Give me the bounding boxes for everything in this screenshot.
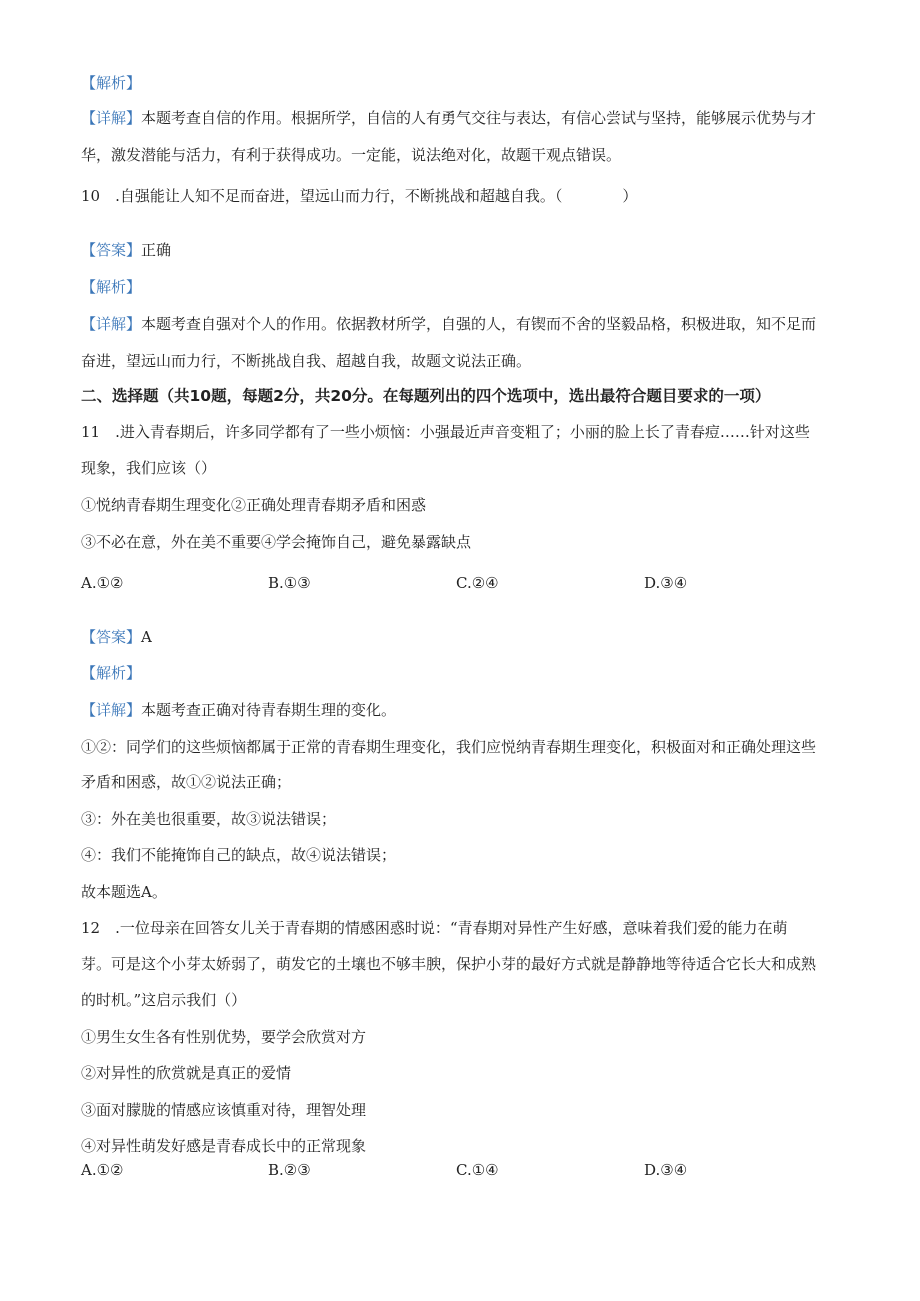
question-12-item: ①男生女生各有性别优势，要学会欣赏对方 — [81, 1028, 367, 1046]
option-d: D.③④ — [644, 1161, 688, 1179]
detail-paragraph — [81, 108, 816, 128]
detail-paragraph — [81, 700, 396, 720]
conclusion: 故本题选A。 — [81, 883, 167, 901]
question-12-item: ③面对朦胧的情感应该慎重对待，理智处理 — [81, 1101, 367, 1119]
question-12-stem: 12 .一位母亲在回答女儿关于青春期的情感困惑时说：“青春期对异性产生好感，意味着我们爱的能力在萌 — [81, 919, 788, 937]
answer-value: A — [141, 628, 152, 646]
analysis-label: 【解析】 — [81, 74, 142, 92]
option-a: A.①② — [81, 574, 124, 592]
option-d: D.③④ — [644, 574, 688, 592]
option-c: C.②④ — [456, 574, 499, 592]
analysis-label: 【解析】 — [81, 278, 142, 296]
question-11-item: ③不必在意，外在美不重要④学会掩饰自己，避免暴露缺点 — [81, 533, 472, 551]
question-11-stem-line2: 现象，我们应该（） — [81, 459, 217, 477]
answer-label: 【答案】 — [81, 628, 142, 646]
question-11-stem: 11 .进入青春期后，许多同学都有了一些小烦恼：小强最近声音变粗了；小丽的脸上长了青春痘……针对这些 — [81, 423, 810, 441]
answer-label: 【答案】 — [81, 241, 142, 259]
detail-label: 【详解】 — [81, 701, 142, 719]
question-10-stem: 10 .自强能让人知不足而奋进，望远山而力行，不断挑战和超越自我。（ ） — [81, 187, 638, 205]
option-a: A.①② — [81, 1161, 124, 1179]
option-c: C.①④ — [456, 1161, 499, 1179]
option-b: B.①③ — [268, 574, 311, 592]
analysis-point-line2: 矛盾和困惑，故①②说法正确； — [81, 773, 292, 791]
detail-text: 本题考查自信的作用。根据所学，自信的人有勇气交往与表达，有信心尝试与坚持，能够展示优势与才 — [141, 109, 817, 127]
detail-text-line2: 华，激发潜能与活力，有利于获得成功。一定能，说法绝对化，故题干观点错误。 — [81, 146, 622, 164]
analysis-point: ④：我们不能掩饰自己的缺点，故④说法错误； — [81, 846, 397, 864]
question-12-stem-line2: 芽。可是这个小芽太娇弱了，萌发它的土壤也不够丰腴，保护小芽的最好方式就是静静地等待适合它长大和成熟 — [81, 955, 817, 973]
answer-line — [81, 627, 152, 647]
question-12-item: ④对异性萌发好感是青春成长中的正常现象 — [81, 1137, 367, 1155]
detail-text: 本题考查正确对待青春期生理的变化。 — [141, 701, 397, 719]
answer-value: 正确 — [141, 241, 172, 259]
detail-label: 【详解】 — [81, 315, 142, 333]
analysis-point: ①②：同学们的这些烦恼都属于正常的青春期生理变化，我们应悦纳青春期生理变化，积极面对和正确处理这些 — [81, 738, 817, 756]
analysis-point: ③：外在美也很重要，故③说法错误； — [81, 810, 337, 828]
section-heading: 二、选择题（共10题，每题2分，共20分。在每题列出的四个选项中，选出最符合题目要求的一项） — [81, 387, 771, 405]
question-12-item: ②对异性的欣赏就是真正的爱情 — [81, 1064, 292, 1082]
detail-text-line2: 奋进，望远山而力行，不断挑战自我、超越自我，故题文说法正确。 — [81, 352, 532, 370]
option-b: B.②③ — [268, 1161, 311, 1179]
detail-text: 本题考查自强对个人的作用。依据教材所学，自强的人，有锲而不舍的坚毅品格，积极进取，知不足而 — [141, 315, 817, 333]
question-12-stem-line3: 的时机。”这启示我们（） — [81, 991, 247, 1009]
question-11-item: ①悦纳青春期生理变化②正确处理青春期矛盾和困惑 — [81, 496, 427, 514]
analysis-label: 【解析】 — [81, 664, 142, 682]
detail-label: 【详解】 — [81, 109, 142, 127]
detail-paragraph — [81, 314, 816, 334]
answer-line — [81, 240, 171, 260]
